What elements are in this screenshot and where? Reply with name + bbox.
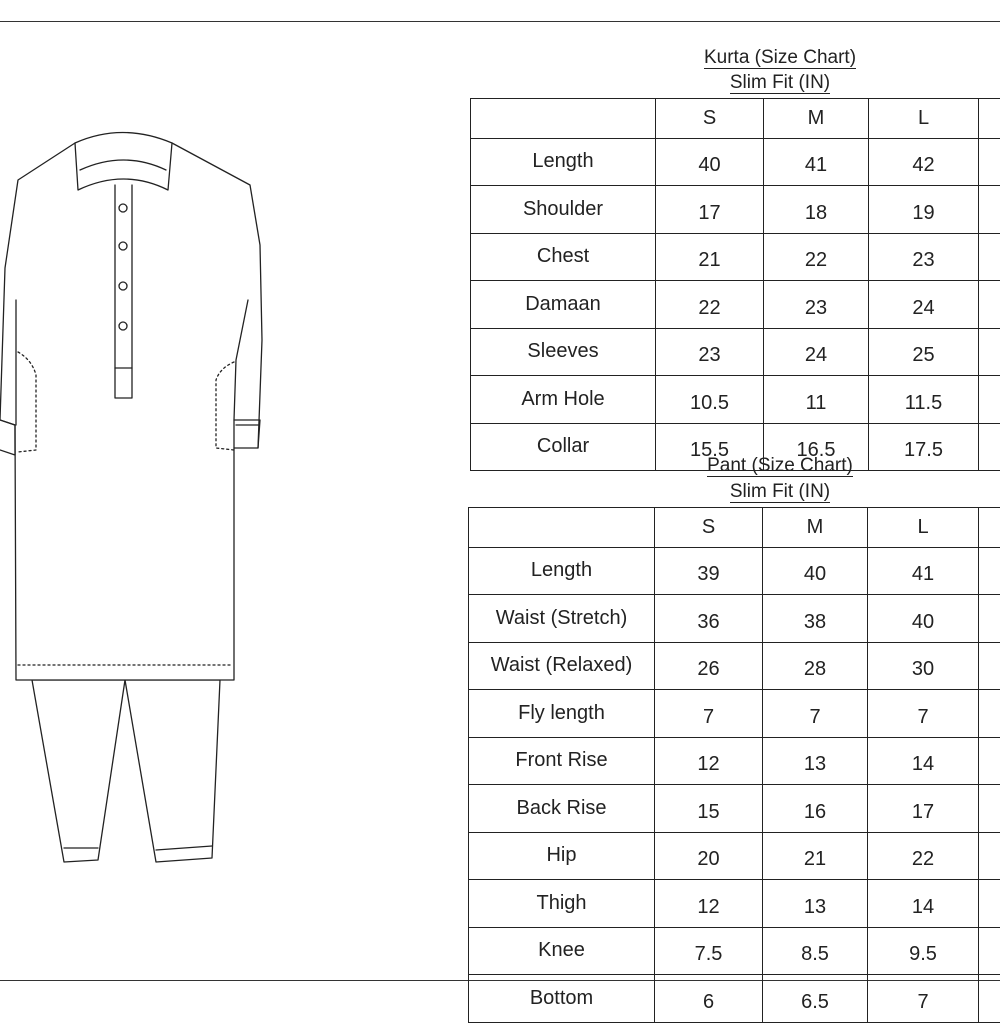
measurement-value — [979, 328, 1000, 376]
kurta-pajama-sketch-icon — [0, 0, 460, 1000]
measurement-label: Damaan — [471, 281, 656, 329]
measurement-label: Hip — [469, 832, 655, 880]
size-header-cell: S — [655, 508, 763, 548]
measurement-value — [979, 547, 1000, 595]
size-header-cell — [979, 508, 1000, 548]
header-corner-cell — [471, 99, 656, 139]
measurement-value — [979, 642, 1000, 690]
measurement-label: Fly length — [469, 690, 655, 738]
table-row — [469, 690, 1000, 738]
measurement-label: Front Rise — [469, 737, 655, 785]
pant-chart-title: Pant (Size Chart) — [640, 454, 920, 478]
measurement-label: Shoulder — [471, 186, 656, 234]
measurement-value: 9.5 — [868, 927, 979, 975]
measurement-value: 14 — [868, 737, 979, 785]
table-row — [469, 547, 1000, 595]
table-row — [471, 138, 1000, 186]
table-row — [471, 376, 1000, 424]
measurement-value: 41 — [868, 547, 979, 595]
measurement-value: 40 — [656, 138, 764, 186]
measurement-value: 7 — [655, 690, 763, 738]
measurement-label: Chest — [471, 233, 656, 281]
measurement-value: 17 — [656, 186, 764, 234]
kurta-chart-subtitle: Slim Fit (IN) — [640, 71, 920, 95]
measurement-value: 17 — [868, 785, 979, 833]
measurement-value: 38 — [763, 595, 868, 643]
measurement-value: 22 — [656, 281, 764, 329]
measurement-value: 23 — [869, 233, 979, 281]
measurement-label: Collar — [471, 423, 656, 471]
measurement-value — [979, 785, 1000, 833]
table-row — [469, 785, 1000, 833]
measurement-value: 28 — [763, 642, 868, 690]
table-row — [469, 975, 1000, 1023]
table-row — [471, 233, 1000, 281]
measurement-value: 20 — [655, 832, 763, 880]
measurement-value: 16.5 — [764, 423, 869, 471]
size-header-cell: L — [869, 99, 979, 139]
table-row — [469, 832, 1000, 880]
measurement-value: 23 — [656, 328, 764, 376]
measurement-value: 8.5 — [763, 927, 868, 975]
measurement-value: 6.5 — [763, 975, 868, 1023]
measurement-value — [979, 186, 1000, 234]
measurement-value: 6 — [655, 975, 763, 1023]
measurement-value: 19 — [869, 186, 979, 234]
measurement-label: Thigh — [469, 880, 655, 928]
measurement-value: 13 — [763, 737, 868, 785]
measurement-value: 11.5 — [869, 376, 979, 424]
table-row — [471, 186, 1000, 234]
measurement-value: 11 — [764, 376, 869, 424]
pant-size-table — [468, 507, 1000, 1023]
measurement-value: 15.5 — [656, 423, 764, 471]
measurement-value: 13 — [763, 880, 868, 928]
measurement-label: Knee — [469, 927, 655, 975]
measurement-value: 14 — [868, 880, 979, 928]
measurement-label: Length — [471, 138, 656, 186]
measurement-value: 22 — [764, 233, 869, 281]
measurement-value: 41 — [764, 138, 869, 186]
header-corner-cell — [469, 508, 655, 548]
measurement-value: 21 — [656, 233, 764, 281]
measurement-value: 21 — [763, 832, 868, 880]
measurement-label: Waist (Relaxed) — [469, 642, 655, 690]
measurement-label: Arm Hole — [471, 376, 656, 424]
measurement-value: 36 — [655, 595, 763, 643]
measurement-value — [979, 595, 1000, 643]
table-row — [469, 880, 1000, 928]
measurement-value: 39 — [655, 547, 763, 595]
measurement-value: 26 — [655, 642, 763, 690]
measurement-label: Length — [469, 547, 655, 595]
measurement-value: 12 — [655, 737, 763, 785]
measurement-value: 7 — [763, 690, 868, 738]
measurement-value: 12 — [655, 880, 763, 928]
measurement-value: 7 — [868, 690, 979, 738]
measurement-label: Sleeves — [471, 328, 656, 376]
measurement-value: 30 — [868, 642, 979, 690]
pant-header-row — [469, 508, 1000, 548]
size-header-cell: M — [763, 508, 868, 548]
measurement-value — [979, 832, 1000, 880]
measurement-value — [979, 233, 1000, 281]
kurta-size-table — [470, 98, 1000, 471]
measurement-value — [979, 376, 1000, 424]
measurement-value: 17.5 — [869, 423, 979, 471]
measurement-value — [979, 690, 1000, 738]
table-row — [469, 595, 1000, 643]
measurement-value: 15 — [655, 785, 763, 833]
measurement-value — [979, 737, 1000, 785]
measurement-value — [979, 927, 1000, 975]
measurement-value: 24 — [869, 281, 979, 329]
measurement-value — [979, 880, 1000, 928]
size-header-cell: S — [656, 99, 764, 139]
measurement-value: 40 — [763, 547, 868, 595]
size-header-cell — [979, 99, 1000, 139]
measurement-value — [979, 423, 1000, 471]
measurement-label: Bottom — [469, 975, 655, 1023]
size-header-cell: L — [868, 508, 979, 548]
kurta-chart-title: Kurta (Size Chart) — [640, 46, 920, 70]
measurement-value: 16 — [763, 785, 868, 833]
measurement-value — [979, 975, 1000, 1023]
measurement-value — [979, 281, 1000, 329]
measurement-value — [979, 138, 1000, 186]
table-row — [469, 737, 1000, 785]
measurement-label: Back Rise — [469, 785, 655, 833]
size-header-cell: M — [764, 99, 869, 139]
measurement-value: 24 — [764, 328, 869, 376]
measurement-value: 7 — [868, 975, 979, 1023]
table-row — [469, 642, 1000, 690]
measurement-value: 7.5 — [655, 927, 763, 975]
pant-chart-subtitle: Slim Fit (IN) — [640, 480, 920, 504]
measurement-value: 40 — [868, 595, 979, 643]
measurement-value: 18 — [764, 186, 869, 234]
kurta-header-row — [471, 99, 1000, 139]
measurement-value: 23 — [764, 281, 869, 329]
measurement-value: 22 — [868, 832, 979, 880]
table-row — [469, 927, 1000, 975]
measurement-value: 42 — [869, 138, 979, 186]
measurement-label: Waist (Stretch) — [469, 595, 655, 643]
table-row — [471, 328, 1000, 376]
measurement-value: 25 — [869, 328, 979, 376]
table-row — [471, 281, 1000, 329]
measurement-value: 10.5 — [656, 376, 764, 424]
